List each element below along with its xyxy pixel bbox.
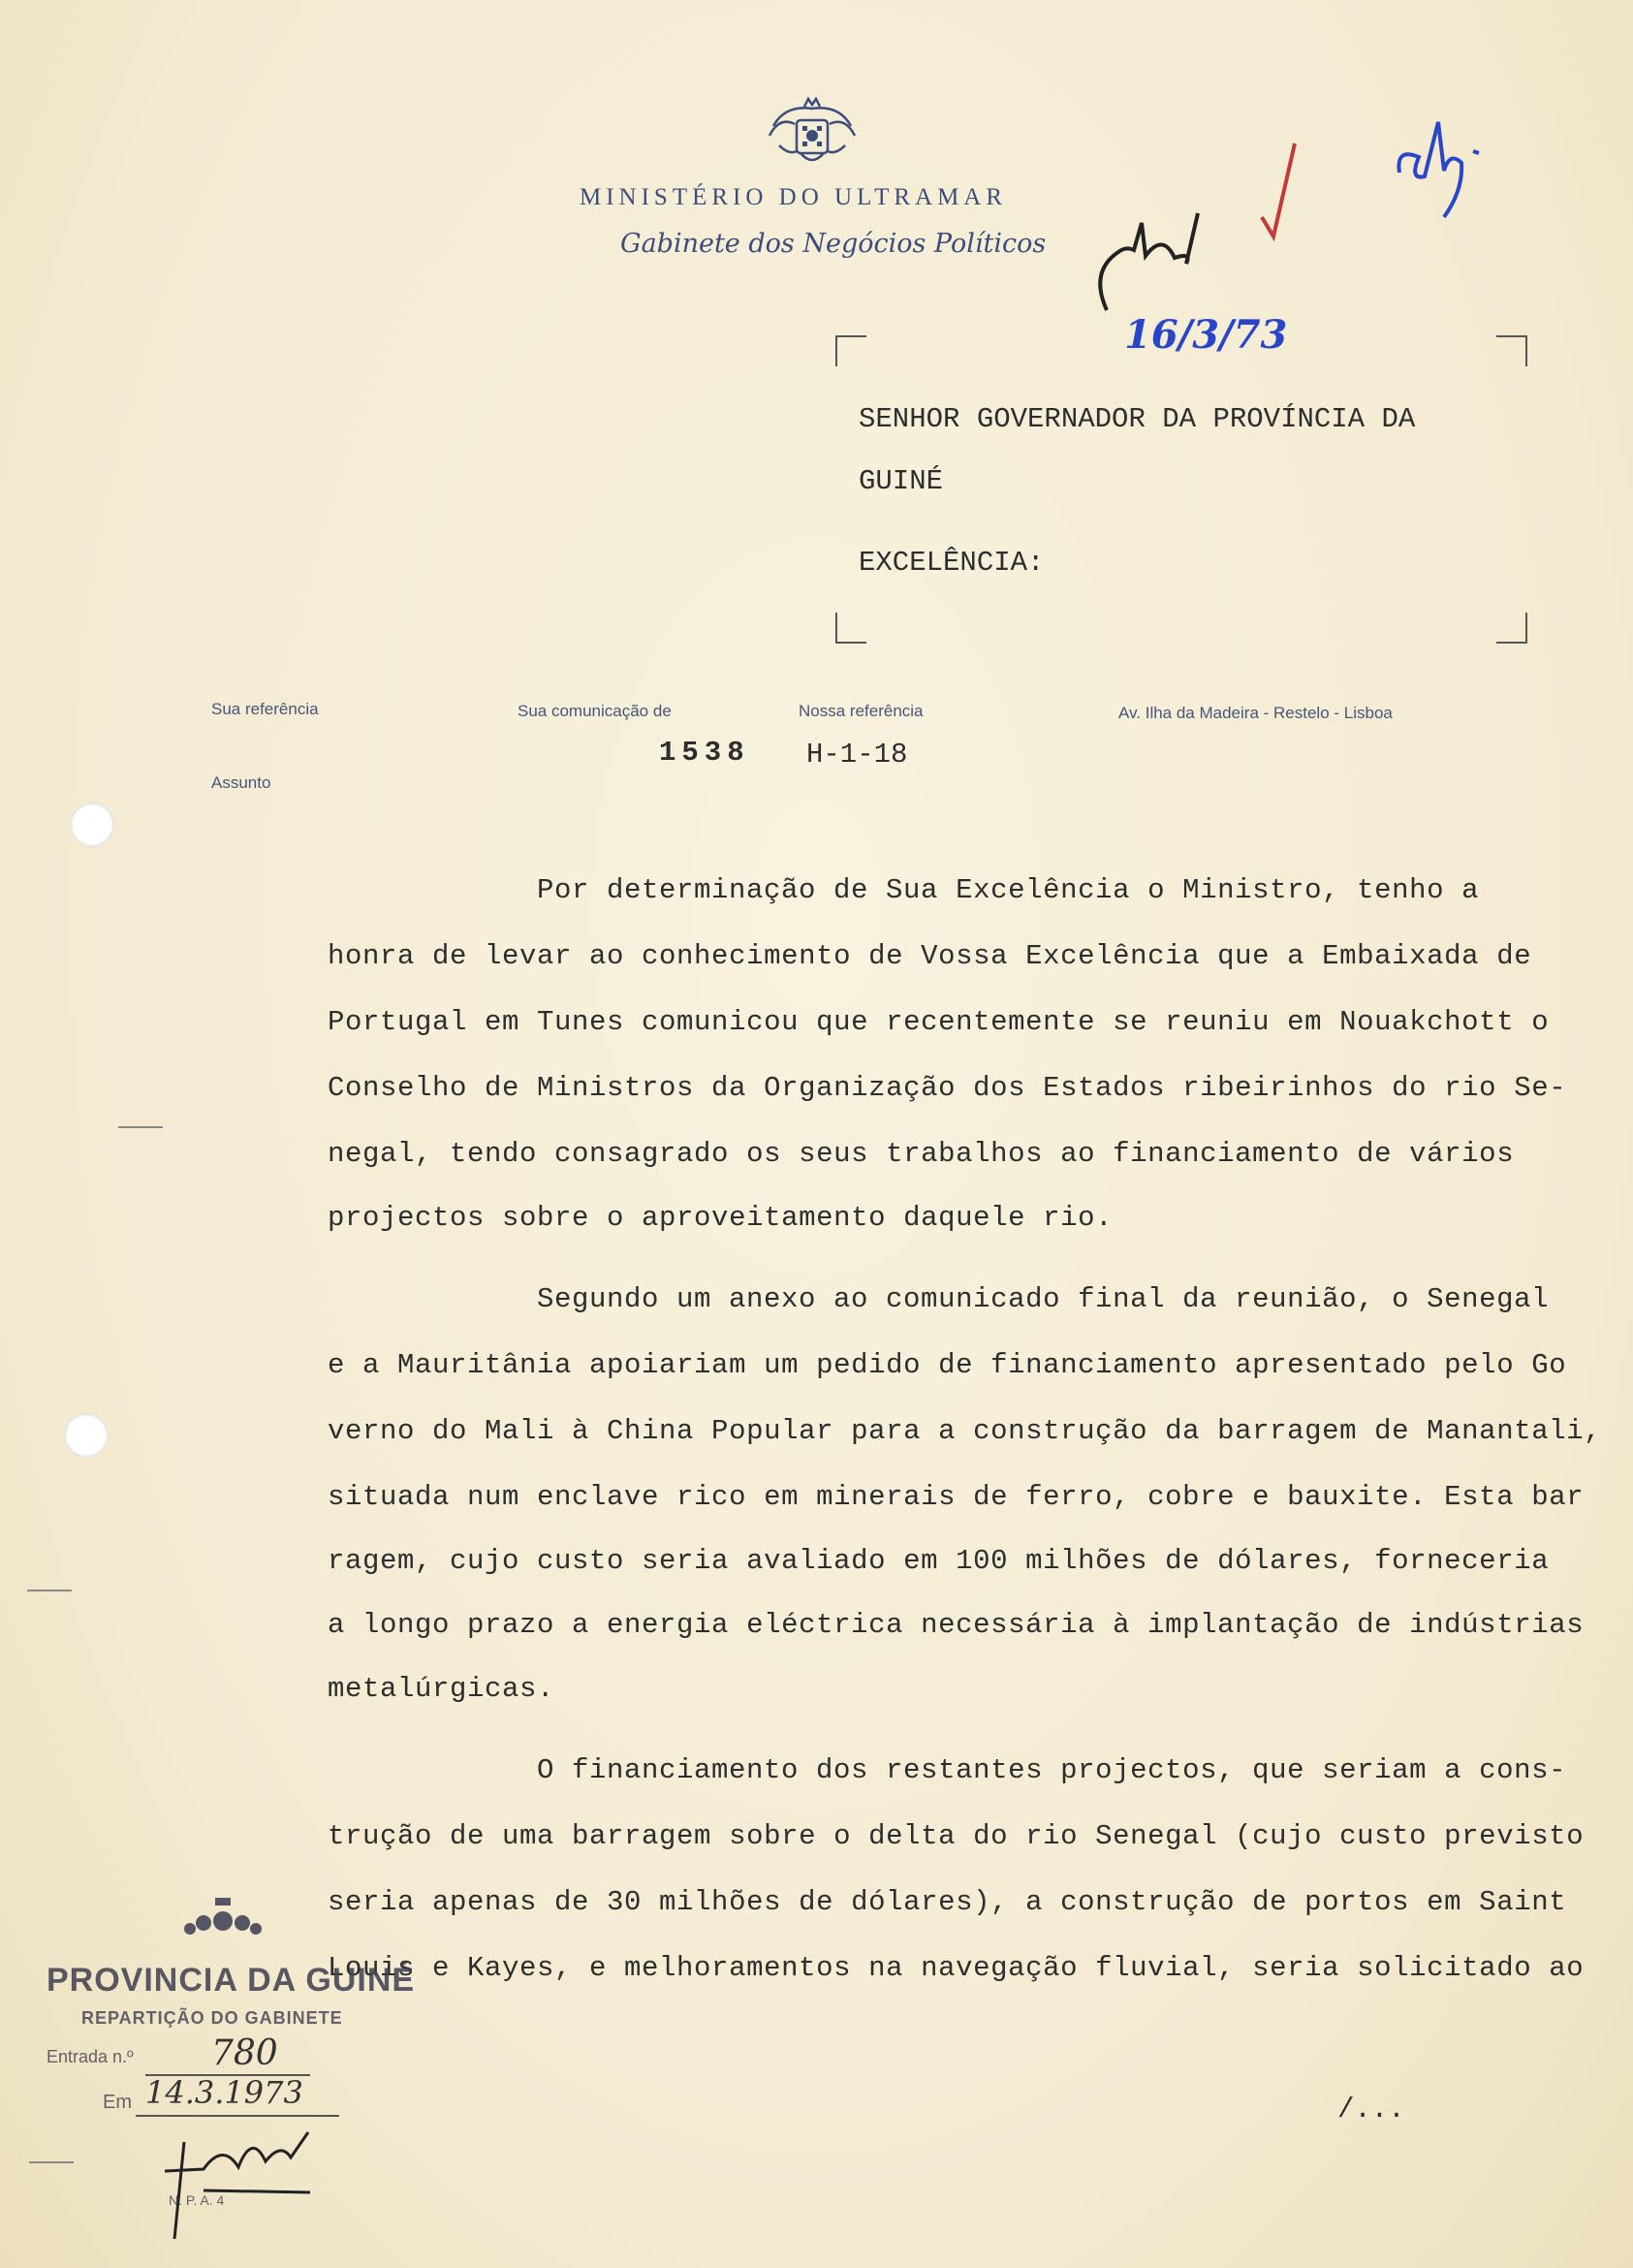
margin-tick [29, 2161, 74, 2163]
addressee-line-2: GUINÉ [859, 465, 944, 497]
addressee-line-1: SENHOR GOVERNADOR DA PROVÍNCIA DA [859, 403, 1416, 435]
handwritten-date: 16/3/73 [1124, 312, 1288, 358]
handwritten-initials-signature [1085, 194, 1250, 320]
continuation-mark: /... [1337, 2094, 1405, 2126]
punch-hole-top [70, 803, 114, 847]
body-line: Portugal em Tunes comunicou que recentemente se reuniu em Nouakchott o [328, 1006, 1550, 1038]
body-line: Segundo um anexo ao comunicado final da reunião, o Senegal [537, 1283, 1550, 1315]
letterhead-cabinet: Gabinete dos Negócios Políticos [620, 229, 1047, 259]
sua-referencia-label: Sua referência [211, 700, 319, 718]
stamp-province: PROVINCIA DA GUINÉ [47, 1962, 416, 1999]
body-line: situada num enclave rico em minerais de ferro, cobre e bauxite. Esta bar [328, 1481, 1585, 1513]
body-line: ragem, cujo custo seria avaliado em 100 milhões de dólares, forneceria [328, 1545, 1550, 1577]
salutation: EXCELÊNCIA: [859, 547, 1045, 579]
body-line: O financiamento dos restantes projectos, que seriam a cons- [537, 1754, 1567, 1786]
body-line: seria apenas de 30 milhões de dólares), a construção de portos em Saint [328, 1886, 1567, 1918]
address-bracket-top-left [835, 335, 866, 366]
stamp-signature [145, 2103, 339, 2249]
address-bracket-bottom-left [835, 613, 866, 644]
stamp-date-value: 14.3.1973 [145, 2074, 303, 2111]
nossa-referencia-value: H-1-18 [806, 739, 908, 771]
body-line: verno do Mali à China Popular para a construção da barragem de Manantali, [328, 1415, 1602, 1447]
address-bracket-top-right [1496, 335, 1527, 366]
nossa-referencia-label: Nossa referência [799, 702, 924, 720]
body-line: metalúrgicas. [328, 1673, 555, 1705]
sua-comunicacao-label: Sua comunicação de [518, 702, 672, 720]
body-line: projectos sobre o aproveitamento daquele rio. [328, 1202, 1114, 1234]
letterhead-ministry: MINISTÉRIO DO ULTRAMAR [580, 184, 1008, 210]
body-line: trução de uma barragem sobre o delta do rio Senegal (cujo custo previsto [328, 1820, 1585, 1852]
body-line: negal, tendo consagrado os seus trabalhos ao financiamento de vários [328, 1138, 1515, 1170]
stamp-entry-number: 780 [211, 2033, 278, 2073]
stamp-date-label: Em [103, 2092, 132, 2113]
margin-tick [118, 1126, 163, 1128]
body-line: Louis e Kayes, e melhoramentos na navegação fluvial, seria solicitado ao [328, 1952, 1585, 1984]
body-line: e a Mauritânia apoiariam um pedido de financiamento apresentado pelo Go [328, 1349, 1567, 1381]
body-line: Por determinação de Sua Excelência o Ministro, tenho a [537, 874, 1480, 906]
body-line: honra de levar ao conhecimento de Vossa Excelência que a Embaixada de [328, 940, 1532, 972]
sender-address: Av. Ilha da Madeira - Restelo - Lisboa [1118, 704, 1393, 722]
margin-tick [27, 1590, 72, 1591]
stamp-emblem-icon [176, 1894, 269, 1948]
punch-hole-bottom [64, 1413, 109, 1458]
reference-number: 1538 [659, 737, 750, 769]
body-line: a longo prazo a energia eléctrica necessária à implantação de indústrias [328, 1609, 1585, 1641]
red-check-mark [1256, 136, 1304, 242]
address-bracket-bottom-right [1496, 613, 1527, 644]
blue-handwritten-initials [1386, 103, 1512, 229]
body-line: Conselho de Ministros da Organização dos Estados ribeirinhos do rio Se- [328, 1072, 1567, 1104]
stamp-entry-label: Entrada n.º [47, 2047, 134, 2066]
stamp-department: REPARTIÇÃO DO GABINETE [81, 2008, 343, 2028]
stamp-footer: N. P. A. 4 [169, 2192, 225, 2208]
coat-of-arms-icon [766, 97, 859, 174]
assunto-label: Assunto [211, 773, 271, 792]
